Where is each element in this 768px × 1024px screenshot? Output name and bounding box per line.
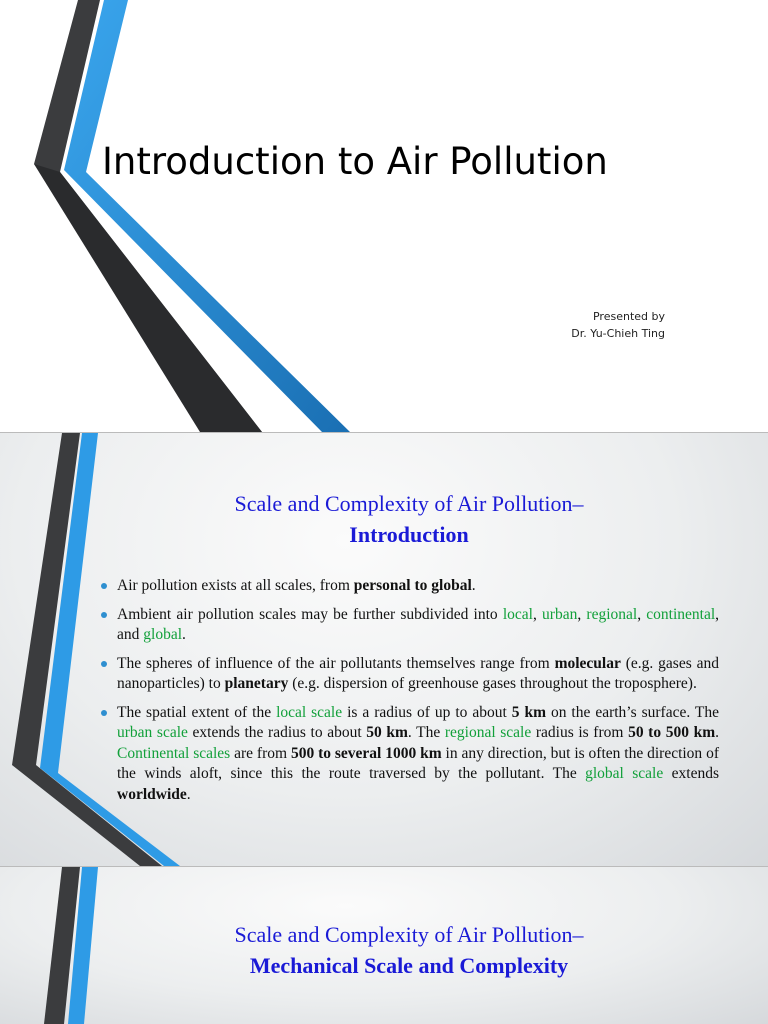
scale-term: local: [502, 605, 533, 623]
slide-decoration-graphic: [0, 0, 768, 432]
text-segment: are from: [230, 744, 291, 762]
text-segment: .: [186, 785, 191, 803]
bold-term: 500 to several 1000 km: [290, 744, 442, 762]
text-segment: Ambient air pollution scales may be further subdivided into: [117, 605, 503, 623]
bullet-list: [117, 576, 719, 813]
bullet-item: [117, 654, 719, 695]
slide-title-line1: Scale and Complexity of Air Pollution–: [234, 491, 584, 516]
text-segment: extends: [663, 765, 719, 782]
presentation-title: Introduction to Air Pollution: [102, 140, 608, 183]
bold-term: personal to global: [353, 577, 472, 594]
scale-term: regional: [586, 605, 638, 623]
text-segment: (e.g. gases and nanoparticles) to: [117, 654, 719, 692]
text-segment: ,: [637, 605, 647, 623]
bold-term: 50 to 500 km: [628, 724, 716, 741]
text-segment: .: [715, 724, 719, 741]
text-segment: The spheres of influence of the air pollutants themselves range from: [117, 654, 555, 672]
text-segment: (e.g. dispersion of greenhouse gases throughout the troposphere).: [288, 675, 697, 692]
text-segment: .: [471, 577, 476, 594]
text-segment: ,: [532, 605, 543, 623]
bold-term: 5 km: [511, 703, 547, 721]
text-segment: in any direction, but is often the direction of the winds aloft, since this the route traversed by the pollutant. The: [117, 744, 719, 782]
slide-title-line2: Mechanical Scale and Complexity: [249, 953, 569, 978]
scale-term: urban: [542, 605, 578, 623]
presenter-name: Dr. Yu-Chieh Ting: [571, 327, 665, 340]
bold-term: molecular: [554, 654, 621, 672]
bold-term: worldwide: [117, 785, 187, 803]
bullet-item: [117, 703, 719, 806]
scale-term: global: [143, 626, 183, 643]
slide-mechanical-scale: [0, 867, 768, 1024]
bullet-item: [117, 605, 719, 646]
scale-term: regional scale: [444, 724, 532, 741]
slide-title-heading: [120, 488, 698, 550]
text-segment: Air pollution exists at all scales, from: [117, 577, 354, 594]
presenter-info: [571, 308, 665, 342]
slide-title-heading: [120, 919, 698, 981]
text-segment: , and: [117, 605, 720, 643]
bullet-item: [117, 576, 719, 597]
slide-title-line2: Introduction: [349, 522, 469, 547]
slide-title-line1: Scale and Complexity of Air Pollution–: [234, 922, 584, 947]
text-segment: radius is from: [531, 724, 629, 741]
text-segment: is a radius of up to about: [342, 703, 512, 721]
scale-term: continental: [646, 605, 716, 623]
bold-term: planetary: [224, 675, 289, 692]
scale-term: urban scale: [117, 724, 188, 741]
text-segment: The spatial extent of the: [117, 703, 277, 721]
text-segment: extends the radius to about: [187, 724, 367, 741]
slide-title: [0, 0, 768, 432]
scale-term: Continental scales: [117, 744, 231, 762]
text-segment: .: [182, 626, 186, 643]
text-segment: . The: [407, 724, 445, 741]
text-segment: on the earth’s surface. The: [546, 703, 719, 721]
bold-term: 50 km: [366, 724, 408, 741]
scale-term: global scale: [585, 765, 664, 782]
scale-term: local scale: [276, 703, 343, 721]
text-segment: ,: [577, 605, 587, 623]
slide-scale-introduction: [0, 433, 768, 866]
presenter-label: Presented by: [592, 310, 665, 323]
